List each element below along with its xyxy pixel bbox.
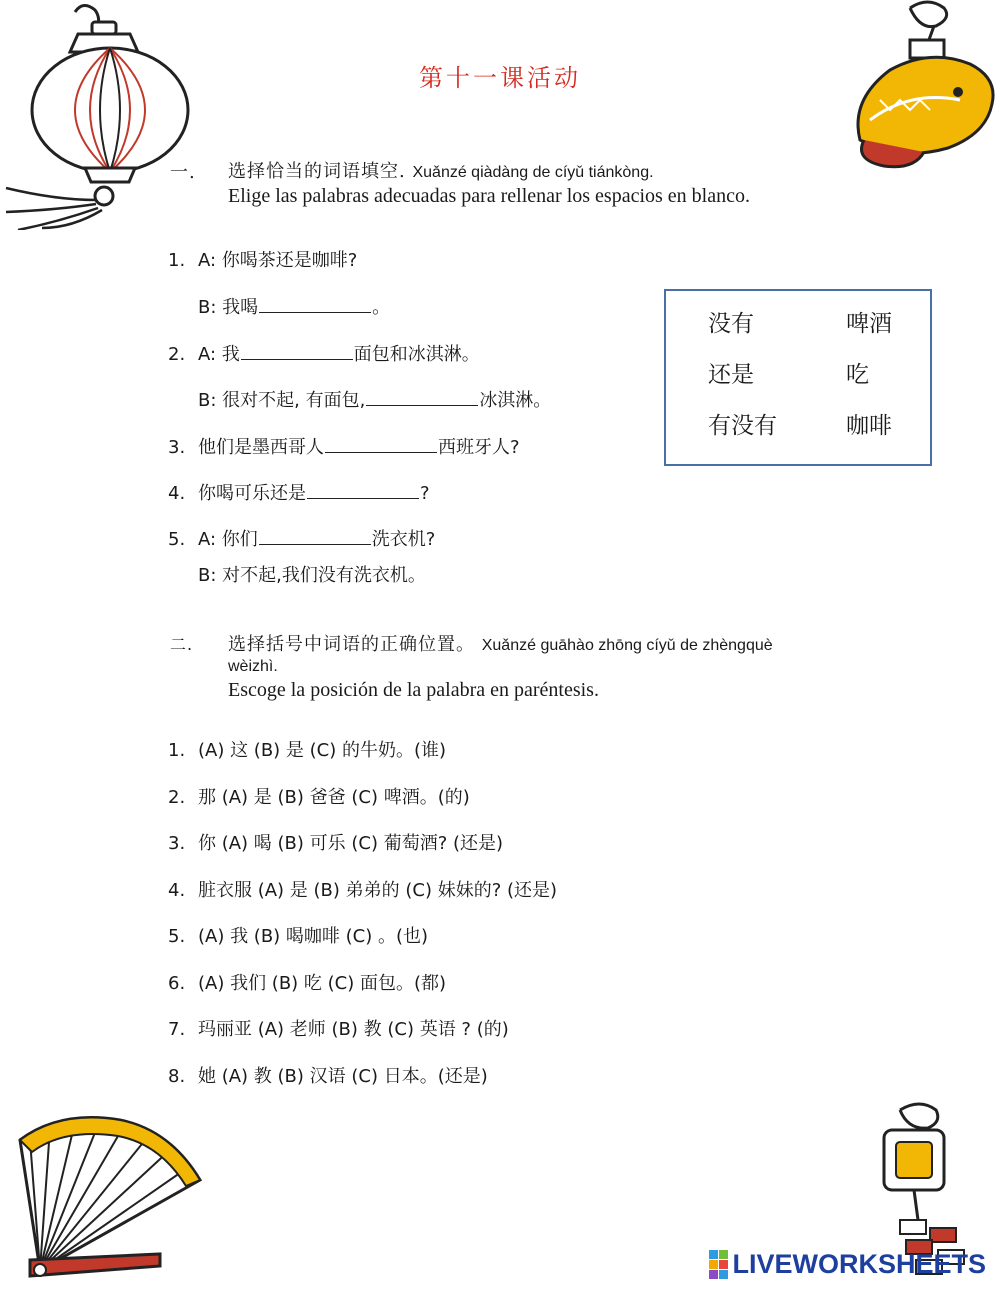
s1-item-3 xyxy=(168,433,520,459)
answer-blank[interactable] xyxy=(259,294,371,313)
s1-item-2a xyxy=(168,340,480,366)
answer-blank[interactable] xyxy=(259,526,371,545)
word-bank xyxy=(664,289,932,466)
item-text: (A) 我 (B) 喝咖啡 (C) 。(也) xyxy=(198,926,429,947)
fan-illustration xyxy=(0,1100,210,1294)
item-number: 5. xyxy=(168,529,186,550)
section2-instruction-es: Escoge la posición de la palabra en paréntesis. xyxy=(228,679,599,701)
item-number: 4. xyxy=(168,483,186,504)
section1-instruction-es: Elige las palabras adecuadas para rellenar los espacios en blanco. xyxy=(228,185,750,207)
s2-item-7 xyxy=(168,1015,509,1041)
s2-item-4 xyxy=(168,876,557,902)
section2-instruction-cn: 选择括号中词语的正确位置。 xyxy=(228,634,475,655)
s1-item-1a xyxy=(168,246,357,272)
item-text: B: 很对不起, 有面包, xyxy=(198,390,366,411)
worksheet-title: 第十一课活动 xyxy=(419,64,581,92)
s2-item-2 xyxy=(168,783,470,809)
s2-item-3 xyxy=(168,829,503,855)
item-number: 8. xyxy=(168,1066,186,1087)
item-number: 2. xyxy=(168,344,186,365)
item-number: 3. xyxy=(168,833,186,854)
item-number: 1. xyxy=(168,740,186,761)
item-text: 你 (A) 喝 (B) 可乐 (C) 葡萄酒? (还是) xyxy=(198,833,504,854)
section1-instruction-cn: 选择恰当的词语填空. xyxy=(228,161,406,182)
section2-instruction xyxy=(228,630,773,656)
liveworksheets-logo xyxy=(709,1249,986,1280)
s2-item-6 xyxy=(168,969,446,995)
s2-item-1 xyxy=(168,736,446,762)
item-text: B: 我喝 xyxy=(198,297,259,318)
section1-instruction-pinyin: Xuǎnzé qiàdàng de cíyǔ tiánkòng. xyxy=(412,164,654,181)
answer-blank[interactable] xyxy=(325,434,437,453)
item-text: A: 你喝茶还是咖啡? xyxy=(198,250,358,271)
answer-blank[interactable] xyxy=(366,387,478,406)
answer-blank[interactable] xyxy=(241,341,353,360)
word-bank-item[interactable]: 啤酒 xyxy=(846,311,892,337)
item-number: 4. xyxy=(168,880,186,901)
section2-instruction-pinyin: Xuǎnzé guāhào zhōng cíyǔ de zhèngquè xyxy=(481,637,773,654)
item-text: A: 你们 xyxy=(198,529,258,550)
liveworksheets-logo-icon xyxy=(709,1250,728,1279)
section1-marker: 一. xyxy=(170,162,196,183)
item-text: 那 (A) 是 (B) 爸爸 (C) 啤酒。(的) xyxy=(198,787,470,808)
item-text: A: 我 xyxy=(198,344,240,365)
item-number: 1. xyxy=(168,250,186,271)
word-bank-item[interactable]: 咖啡 xyxy=(846,413,892,439)
item-number: 5. xyxy=(168,926,186,947)
section2-marker: 二. xyxy=(170,635,194,654)
word-bank-item[interactable]: 吃 xyxy=(846,362,869,388)
item-number: 3. xyxy=(168,437,186,458)
liveworksheets-logo-text: LIVEWORKSHEETS xyxy=(732,1249,986,1279)
item-text: 她 (A) 教 (B) 汉语 (C) 日本。(还是) xyxy=(198,1066,488,1087)
answer-blank[interactable] xyxy=(307,480,419,499)
item-number: 2. xyxy=(168,787,186,808)
s1-item-5a xyxy=(168,525,435,551)
item-text: 冰淇淋。 xyxy=(479,390,552,411)
item-text: 面包和冰淇淋。 xyxy=(353,344,480,365)
item-text: (A) 我们 (B) 吃 (C) 面包。(都) xyxy=(198,973,447,994)
s1-item-2b xyxy=(198,386,551,412)
s1-item-4 xyxy=(168,479,430,505)
word-bank-item[interactable]: 有没有 xyxy=(708,413,777,439)
item-number: 7. xyxy=(168,1019,186,1040)
section2-instruction-pinyin-cont: wèizhì. xyxy=(228,658,278,675)
item-text: 洗衣机? xyxy=(371,529,436,550)
section1-instruction xyxy=(228,157,654,183)
s2-item-8 xyxy=(168,1062,488,1088)
word-bank-item[interactable]: 没有 xyxy=(708,311,754,337)
item-text: 你喝可乐还是 xyxy=(198,483,306,504)
s2-item-5 xyxy=(168,922,428,948)
item-text: 脏衣服 (A) 是 (B) 弟弟的 (C) 妹妹的? (还是) xyxy=(198,880,558,901)
item-text: ? xyxy=(420,483,430,504)
item-text: 。 xyxy=(372,297,391,318)
item-text: 玛丽亚 (A) 老师 (B) 教 (C) 英语 ? (的) xyxy=(198,1019,509,1040)
item-number: 6. xyxy=(168,973,186,994)
item-text: 西班牙人? xyxy=(438,437,520,458)
s1-item-5b: B: 对不起,我们没有洗衣机。 xyxy=(198,565,426,586)
item-text: (A) 这 (B) 是 (C) 的牛奶。(谁) xyxy=(198,740,447,761)
s1-item-1b xyxy=(198,293,390,319)
lantern-illustration xyxy=(0,0,200,230)
item-text: 他们是墨西哥人 xyxy=(198,437,324,458)
word-bank-item[interactable]: 还是 xyxy=(708,362,754,388)
